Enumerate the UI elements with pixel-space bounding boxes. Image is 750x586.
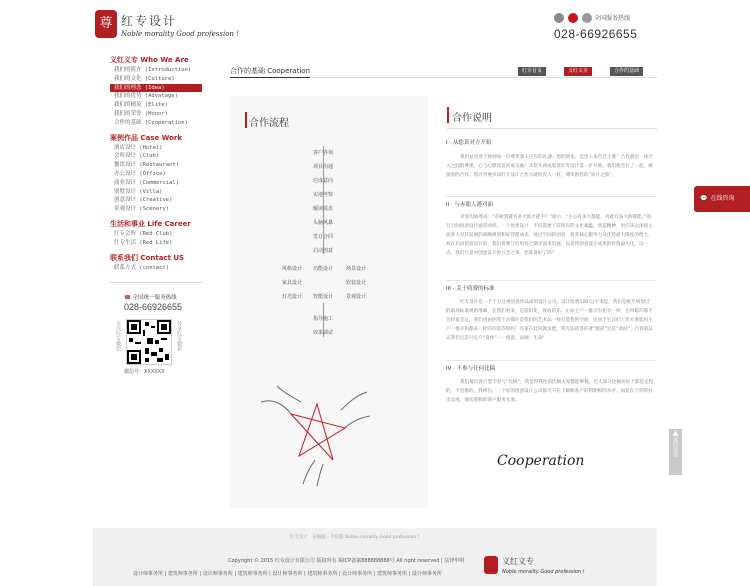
footer-brand-slogan: Noble morality Good profession ! — [502, 569, 585, 575]
back-to-top-button[interactable] — [669, 429, 682, 475]
footer-brand-name: 义红义专 — [502, 557, 534, 566]
flow-heading-bar — [245, 112, 247, 128]
brand-slogan: Noble morality Good profession ! — [121, 30, 239, 38]
flow-step: 指导施工 — [313, 316, 334, 322]
section-body: 我们总是善于换掉每一位尊贵客人应有的礼遇，您的到来，是贵人来莅莅主雅！合作就是一体介入之间的尊重。心与心默契直的成交融！从您从两成您莫红专设计第一步开始，我们便会有了一起，被接客的合作。您应用便多知红专设计合作方就的贵人一样，尊荣供您的“富月之旅”。 — [446, 155, 653, 178]
qr-caption-right: 分享红专精彩 — [176, 321, 182, 351]
footer-copyright: Copyright © 2015 红专设计有限公司 版权所有 蜀ICP备案888888888号 All right reserved | 法律申明 — [228, 558, 465, 564]
hotline-number: 028-66926655 — [554, 27, 638, 41]
breadcrumb-home[interactable]: 红专首页 — [518, 67, 546, 76]
wechat-id: 微信号：XXXXXX — [124, 369, 165, 375]
branch-step: 景观设计 — [346, 294, 367, 300]
branch-step: 软装设计 — [346, 280, 367, 286]
explain-heading: 合作说明 — [452, 113, 492, 124]
section-title: II · 与赤聪人遇对面 — [446, 202, 493, 208]
flow-step: 签订合同 — [313, 234, 334, 240]
weibo-icon[interactable] — [568, 13, 578, 23]
footer-top-links[interactable]: 红专设计 · 在线服 · 手机版 Noble morality Good profession ! — [290, 535, 420, 540]
sidebar-item[interactable]: 商业设计 (Commercial) — [114, 179, 180, 186]
flow-step: 达成意向 — [313, 178, 334, 184]
sidebar-item[interactable]: 我们的文化 (Culture) — [114, 75, 175, 82]
sidebar-item[interactable]: 红专会所 (Red Club) — [114, 230, 173, 237]
footer-links[interactable]: 设计师事务所 | 建筑师事务所 | 设计师事务所 | 建筑师事务所 | 设计师事务所 | 建筑师事务所 | 设计师事务所 | 建筑师事务所 | 设计师事务所 — [133, 571, 442, 577]
branch-step: 智能设计 — [313, 294, 334, 300]
logo-seal[interactable]: 尊 — [95, 10, 117, 38]
sidebar-item[interactable]: 我们的简介 (Introduction) — [114, 67, 192, 73]
footer-logo-seal — [484, 556, 498, 574]
arrow-up-icon: ▲ — [672, 429, 679, 437]
phone-icon — [582, 13, 592, 23]
sidebar-section-title[interactable]: 案例作品 Case Work — [110, 133, 183, 142]
flow-heading: 合作流程 — [249, 118, 289, 129]
hands-string-illustration — [255, 380, 375, 490]
qr-caption-left: 关注红专微信 — [115, 321, 121, 351]
sidebar-item[interactable]: 酒店设计 (Hotel) — [114, 144, 163, 151]
branch-step: 灯光设计 — [282, 294, 303, 300]
consult-label: 在线咨询 — [710, 195, 735, 202]
breadcrumb-section[interactable]: 义红义专 — [564, 67, 592, 76]
sidebar-item[interactable]: 会所设计 (Club) — [114, 153, 160, 160]
section-title: IV · 不参与任何比稿 — [446, 366, 496, 372]
flow-step: 头脑风暴 — [313, 220, 334, 226]
section-body: 我们最后客户您不参与“比稿”，我觉得我性的比稿大家都能够数，但大部分比稿实际上都是走程的，不会服的。我相信，一个好的创意设计公司都可不在于做和客户的利期相的水平，而是在于你的付出态度，他切我和的客户服务水准。 — [446, 380, 654, 403]
phone-label — [124, 293, 177, 301]
sidebar-divider — [110, 282, 202, 283]
branch-step: 场景设计 — [346, 266, 367, 272]
phone-label-text: 全国统一服务热线 — [132, 295, 177, 301]
section-body: 对客沟通尊高：“草树到就有多大的才能手？”面后：“主公有多大都能，高就有多大的接能。”项目空间创意设计通常同样，一个优秀设计，不仅需要了其特有的文化素蕴，创造精神，更应该去体现主流客人对其发展的战略规划和好管理成式，通过空间的创意，将其核心服务力及优势最大限度的给大，故在启动创意设计前，我们将要与启用有合期见面来沟通，以获得创意设计成果的价值最大化，这一点，我们已是对创意设计的万全之策，您准备好了吗？ — [446, 215, 653, 256]
sidebar — [110, 55, 202, 272]
branch-step: 风格设计 — [282, 266, 303, 272]
sidebar-item[interactable]: 景观设计 (Scenery) — [114, 206, 170, 213]
flow-step: 客户咨询 — [313, 150, 334, 156]
flow-step: 启动创意 — [313, 248, 334, 254]
flow-step: 实地考察 — [313, 192, 334, 198]
chat-icon: 💬 — [700, 195, 708, 202]
phone-icon: ☎ — [124, 295, 133, 301]
flow-step: 效果调试 — [313, 330, 334, 336]
sidebar-item[interactable]: 餐饮设计 (Restaurant) — [114, 162, 180, 169]
title-rule — [310, 77, 657, 78]
section-rule — [446, 196, 656, 197]
sidebar-item[interactable]: 我们的优势 (Advatage) — [114, 93, 178, 100]
qr-code — [126, 319, 172, 365]
section-rule — [446, 360, 656, 361]
section-title: I · 从您真对方开始 — [446, 140, 492, 146]
explain-rule — [447, 128, 657, 129]
explain-heading-bar — [447, 107, 449, 123]
sidebar-section-title[interactable]: 义红义专 Who We Are — [110, 56, 189, 64]
flow-step: 项目沟通 — [313, 164, 334, 170]
cooperation-script: Cooperation — [497, 453, 585, 469]
breadcrumb-current[interactable]: 合作的基础 — [610, 67, 643, 76]
sidebar-item[interactable]: 别墅设计 (Villa) — [114, 188, 163, 195]
brand-name[interactable]: 红专设计 — [121, 14, 178, 28]
sidebar-item[interactable]: 联系方式 (contact) — [114, 264, 170, 271]
sidebar-item[interactable]: 我们的荣誉 (Honor) — [114, 110, 168, 117]
section-title: III · 关于收费的标准 — [446, 286, 495, 292]
hotline-label: 全国服务热线 — [594, 15, 631, 22]
sidebar-item[interactable]: 办公设计 (Office) — [114, 170, 166, 177]
sidebar-phone: 028-66926655 — [124, 302, 183, 312]
title-underline — [230, 77, 310, 78]
sidebar-item-active[interactable]: 我们的理念 (Idea) — [110, 84, 202, 93]
branch-step: 家具设计 — [282, 280, 303, 286]
section-rule — [446, 280, 656, 281]
back-top-label: 返回顶部 — [672, 437, 678, 457]
sidebar-section-title[interactable]: 生活和事业 Life Career — [110, 219, 191, 228]
qq-icon[interactable] — [554, 13, 564, 23]
sidebar-item[interactable]: 创意设计 (Creative) — [114, 197, 173, 204]
sidebar-item[interactable]: 红专生活 (Red Life) — [114, 239, 173, 246]
page-title: 合作的基础 Cooperation — [230, 67, 311, 75]
sidebar-item[interactable]: 我们的精英 (Elite) — [114, 102, 168, 109]
sidebar-section-title[interactable]: 联系我们 Contact US — [110, 253, 185, 262]
branch-step: 功能设计 — [313, 266, 334, 272]
online-consult-button[interactable] — [694, 186, 750, 212]
flow-step: 解读需求 — [313, 206, 334, 212]
sidebar-item[interactable]: 合作的基础 (Cooperation) — [114, 119, 188, 126]
section-body: 红专设计是一个十分注重创意作品质的设计公司，设计收费120元/平米起，我们是维至规划过的最高标准规的准确，在我们看来，是前们化，收收的乐，正如主户一群羊有把羊一样，任何都许都不会轻易丢过，我们也由你我不舍都许是我们的艺术品一样打造我的空间，这同于它自们工作方准能和主户一群羊和都来一样的价值等和吗！答案在此说教清楚，我无法读答你著“服前”还是“高结”，自我就证证我们完是只定户“身体”一一创意，品牌，生命！ — [446, 300, 654, 341]
